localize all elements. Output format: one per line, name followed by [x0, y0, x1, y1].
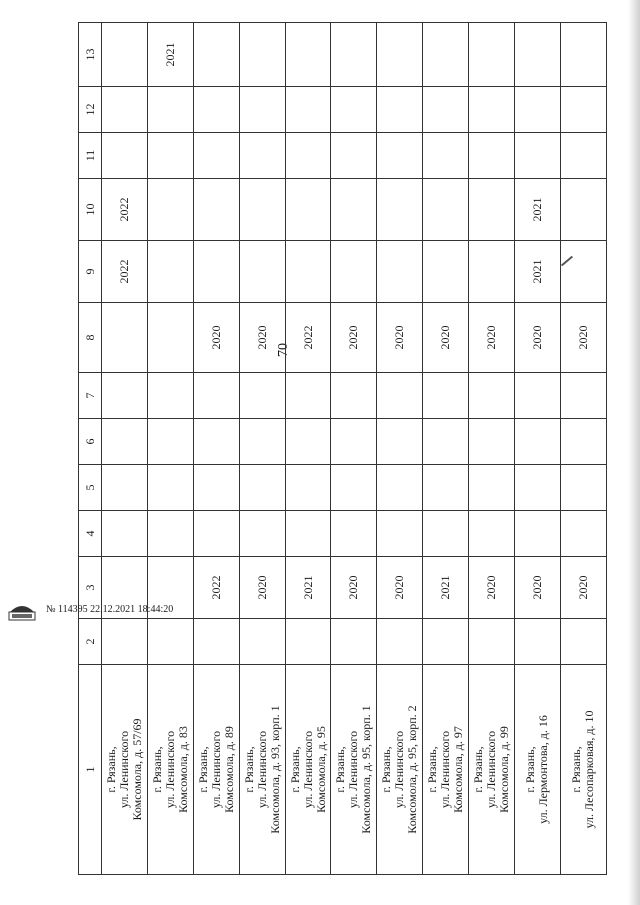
- address-line: г. Рязань,: [471, 746, 486, 793]
- address-cell: [147, 665, 193, 875]
- year-cell-col-2: [515, 619, 561, 665]
- year-cell-col-3: 2020: [377, 557, 423, 619]
- year-cell-col-6: [239, 419, 285, 465]
- year-cell-col-7: [469, 373, 515, 419]
- year-cell-col-11: [377, 133, 423, 179]
- year-cell-col-4: [377, 511, 423, 557]
- address-line: Комсомола, д. 95, корп. 1: [359, 705, 374, 834]
- year-cell-col-9: [469, 241, 515, 303]
- year-cell-col-2: [423, 619, 469, 665]
- year-cell-col-9: [560, 241, 606, 303]
- year-cell-col-13: [377, 23, 423, 87]
- year-cell-col-2: [560, 619, 606, 665]
- address-line: г. Рязань,: [569, 746, 584, 793]
- year-cell-col-11: [560, 133, 606, 179]
- address-line: Комсомола, д. 95: [313, 726, 328, 813]
- year-cell-col-8: [102, 303, 148, 373]
- year-cell-col-11: [515, 133, 561, 179]
- address-line: ул. Ленинского: [254, 730, 269, 809]
- year-cell-col-11: [102, 133, 148, 179]
- year-cell-col-12: [515, 87, 561, 133]
- year-cell-col-4: [193, 511, 239, 557]
- year-cell-col-12: [239, 87, 285, 133]
- address-cell: [102, 665, 148, 875]
- schedule-table: [78, 22, 607, 875]
- address-line: г. Рязань,: [195, 746, 210, 793]
- address-cell: [423, 665, 469, 875]
- address-line: г. Рязань,: [149, 746, 164, 793]
- year-cell-col-2: [469, 619, 515, 665]
- column-header-10: 10: [79, 179, 102, 241]
- table-row: [469, 23, 515, 875]
- table-row: [147, 23, 193, 875]
- year-cell-col-10: [147, 179, 193, 241]
- year-cell-col-9: [331, 241, 377, 303]
- year-cell-col-8: 2020: [560, 303, 606, 373]
- year-cell-col-8: 2020: [377, 303, 423, 373]
- year-cell-col-9: 2021: [515, 241, 561, 303]
- year-cell-col-5: [102, 465, 148, 511]
- year-cell-col-4: [515, 511, 561, 557]
- address-line: ул. Ленинского: [346, 730, 361, 809]
- year-cell-col-2: [239, 619, 285, 665]
- year-cell-col-12: [423, 87, 469, 133]
- year-cell-col-4: [239, 511, 285, 557]
- year-cell-col-4: [147, 511, 193, 557]
- table-body: [102, 23, 607, 875]
- year-cell-col-7: [515, 373, 561, 419]
- address-line: ул. Ленинского: [300, 730, 315, 809]
- year-cell-col-3: 2021: [285, 557, 331, 619]
- year-cell-col-12: [147, 87, 193, 133]
- year-cell-col-5: [377, 465, 423, 511]
- address-line: Комсомола, д. 57/69: [129, 718, 144, 821]
- address-line: Комсомола, д. 89: [221, 726, 236, 813]
- year-cell-col-5: [239, 465, 285, 511]
- column-header-5: 5: [79, 465, 102, 511]
- address-cell: [239, 665, 285, 875]
- column-header-4: 4: [79, 511, 102, 557]
- column-header-13: 13: [79, 23, 102, 87]
- year-cell-col-2: [285, 619, 331, 665]
- year-cell-col-3: 2020: [239, 557, 285, 619]
- year-cell-col-5: [147, 465, 193, 511]
- table-container: [78, 0, 640, 905]
- year-cell-col-12: [331, 87, 377, 133]
- year-cell-col-3: 2020: [469, 557, 515, 619]
- address-line: ул. Ленинского: [438, 730, 453, 809]
- table-row: [193, 23, 239, 875]
- year-cell-col-6: [515, 419, 561, 465]
- year-cell-col-4: [285, 511, 331, 557]
- address-cell: [560, 665, 606, 875]
- year-cell-col-13: [331, 23, 377, 87]
- year-cell-col-5: [285, 465, 331, 511]
- table-row: [423, 23, 469, 875]
- year-cell-col-4: [331, 511, 377, 557]
- year-cell-col-4: [560, 511, 606, 557]
- year-cell-col-13: [285, 23, 331, 87]
- table-row: [285, 23, 331, 875]
- year-cell-col-6: [285, 419, 331, 465]
- column-header-6: 6: [79, 419, 102, 465]
- year-cell-col-6: [377, 419, 423, 465]
- address-line: ул. Ленинского: [484, 730, 499, 809]
- year-cell-col-7: [193, 373, 239, 419]
- year-cell-col-3: 2020: [331, 557, 377, 619]
- year-cell-col-10: [331, 179, 377, 241]
- year-cell-col-13: [102, 23, 148, 87]
- year-cell-col-6: [560, 419, 606, 465]
- column-header-9: 9: [79, 241, 102, 303]
- table-row: [560, 23, 606, 875]
- year-cell-col-9: [377, 241, 423, 303]
- year-cell-col-13: [515, 23, 561, 87]
- address-line: г. Рязань,: [425, 746, 440, 793]
- address-line: г. Рязань,: [241, 746, 256, 793]
- year-cell-col-7: [102, 373, 148, 419]
- year-cell-col-4: [469, 511, 515, 557]
- year-cell-col-9: [193, 241, 239, 303]
- address-line: ул. Ленинского: [392, 730, 407, 809]
- year-cell-col-3: 2020: [515, 557, 561, 619]
- address-cell: [469, 665, 515, 875]
- table-row: [515, 23, 561, 875]
- year-cell-col-13: [423, 23, 469, 87]
- year-cell-col-13: [469, 23, 515, 87]
- year-cell-col-11: [285, 133, 331, 179]
- address-line: г. Рязань,: [103, 746, 118, 793]
- column-header-8: 8: [79, 303, 102, 373]
- year-cell-col-10: [193, 179, 239, 241]
- year-cell-col-7: [560, 373, 606, 419]
- year-cell-col-6: [147, 419, 193, 465]
- column-header-2: 2: [79, 619, 102, 665]
- year-cell-col-11: [331, 133, 377, 179]
- year-cell-col-4: [423, 511, 469, 557]
- year-cell-col-12: [193, 87, 239, 133]
- address-line: ул. Ленинского: [116, 730, 131, 809]
- year-cell-col-5: [423, 465, 469, 511]
- page-number: 70: [276, 343, 291, 357]
- address-cell: [377, 665, 423, 875]
- address-line: Комсомола, д. 95, корп. 2: [405, 705, 420, 834]
- year-cell-col-7: [377, 373, 423, 419]
- column-header-12: 12: [79, 87, 102, 133]
- year-cell-col-3: 2020: [560, 557, 606, 619]
- year-cell-col-6: [193, 419, 239, 465]
- year-cell-col-13: [239, 23, 285, 87]
- year-cell-col-2: [193, 619, 239, 665]
- year-cell-col-7: [423, 373, 469, 419]
- column-header-11: 11: [79, 133, 102, 179]
- year-cell-col-10: [239, 179, 285, 241]
- year-cell-col-7: [239, 373, 285, 419]
- year-cell-col-6: [331, 419, 377, 465]
- year-cell-col-10: 2022: [102, 179, 148, 241]
- scan-edge: [628, 0, 640, 905]
- year-cell-col-8: 2022: [285, 303, 331, 373]
- year-cell-col-7: [331, 373, 377, 419]
- table-row: [102, 23, 148, 875]
- year-cell-col-4: [102, 511, 148, 557]
- table-row: [377, 23, 423, 875]
- year-cell-col-13: [560, 23, 606, 87]
- year-cell-col-11: [423, 133, 469, 179]
- year-cell-col-3: 2022: [193, 557, 239, 619]
- year-cell-col-8: 2020: [193, 303, 239, 373]
- address-cell: [331, 665, 377, 875]
- year-cell-col-12: [469, 87, 515, 133]
- column-header-1: 1: [79, 665, 102, 875]
- year-cell-col-11: [239, 133, 285, 179]
- address-line: Комсомола, д. 83: [175, 726, 190, 813]
- year-cell-col-11: [147, 133, 193, 179]
- year-cell-col-10: [285, 179, 331, 241]
- year-cell-col-10: [423, 179, 469, 241]
- address-cell: [515, 665, 561, 875]
- year-cell-col-10: [560, 179, 606, 241]
- year-cell-col-5: [469, 465, 515, 511]
- year-cell-col-12: [102, 87, 148, 133]
- year-cell-col-2: [102, 619, 148, 665]
- year-cell-col-8: 2020: [469, 303, 515, 373]
- year-cell-col-8: 2020: [423, 303, 469, 373]
- year-cell-col-9: 2022: [102, 241, 148, 303]
- address-cell: [193, 665, 239, 875]
- year-cell-col-9: [147, 241, 193, 303]
- year-cell-col-8: 2020: [331, 303, 377, 373]
- year-cell-col-13: 2021: [147, 23, 193, 87]
- year-cell-col-10: 2021: [515, 179, 561, 241]
- year-cell-col-8: 2020: [515, 303, 561, 373]
- year-cell-col-2: [377, 619, 423, 665]
- year-cell-col-6: [102, 419, 148, 465]
- year-cell-col-5: [560, 465, 606, 511]
- address-cell: [285, 665, 331, 875]
- table-row: [331, 23, 377, 875]
- column-header-7: 7: [79, 373, 102, 419]
- year-cell-col-10: [469, 179, 515, 241]
- year-cell-col-6: [423, 419, 469, 465]
- year-cell-col-5: [331, 465, 377, 511]
- year-cell-col-9: [285, 241, 331, 303]
- year-cell-col-9: [239, 241, 285, 303]
- year-cell-col-6: [469, 419, 515, 465]
- address-line: ул. Лесопарковая, д. 10: [582, 710, 597, 829]
- address-line: Комсомола, д. 97: [451, 726, 466, 813]
- year-cell-col-11: [469, 133, 515, 179]
- column-header-3: 3: [79, 557, 102, 619]
- year-cell-col-12: [560, 87, 606, 133]
- address-line: ул. Ленинского: [208, 730, 223, 809]
- year-cell-col-13: [193, 23, 239, 87]
- year-cell-col-2: [331, 619, 377, 665]
- address-line: ул. Лермонтова, д. 16: [536, 715, 551, 824]
- table-row: [239, 23, 285, 875]
- address-line: Комсомола, д. 99: [497, 726, 512, 813]
- stamp-logo-icon: [6, 598, 38, 622]
- address-line: г. Рязань,: [379, 746, 394, 793]
- year-cell-col-7: [147, 373, 193, 419]
- year-cell-col-8: 2020: [239, 303, 285, 373]
- address-line: г. Рязань,: [333, 746, 348, 793]
- year-cell-col-8: [147, 303, 193, 373]
- year-cell-col-10: [377, 179, 423, 241]
- address-line: г. Рязань,: [523, 746, 538, 793]
- year-cell-col-5: [193, 465, 239, 511]
- header-row: [79, 23, 102, 875]
- address-line: г. Рязань,: [287, 746, 302, 793]
- year-cell-col-3: 2021: [423, 557, 469, 619]
- address-line: Комсомола, д. 93, корп. 1: [267, 705, 282, 834]
- year-cell-col-12: [285, 87, 331, 133]
- year-cell-col-11: [193, 133, 239, 179]
- document-footer: № 114395 22.12.2021 18:44:20: [46, 604, 174, 615]
- year-cell-col-9: [423, 241, 469, 303]
- address-line: ул. Ленинского: [162, 730, 177, 809]
- year-cell-col-5: [515, 465, 561, 511]
- year-cell-col-12: [377, 87, 423, 133]
- year-cell-col-2: [147, 619, 193, 665]
- year-cell-col-7: [285, 373, 331, 419]
